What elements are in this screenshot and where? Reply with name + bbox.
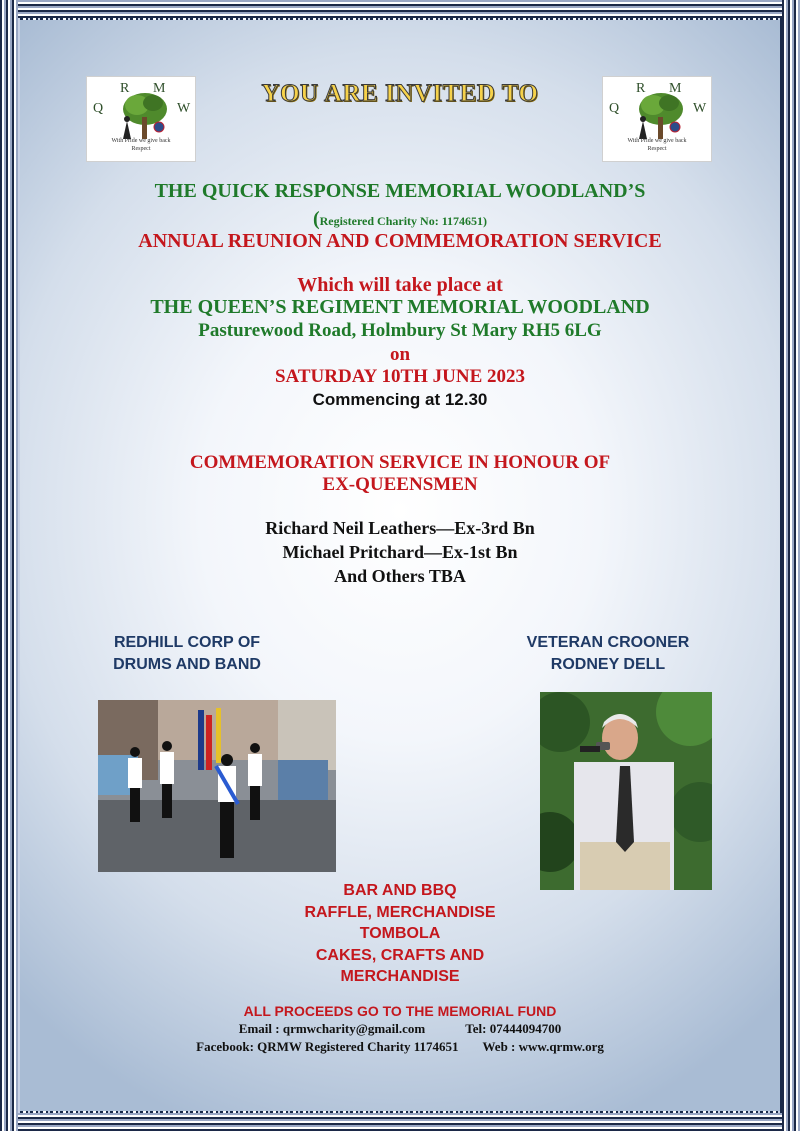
logo-letter-m: M <box>669 81 682 96</box>
act-band-caption: REDHILL CORP OF DRUMS AND BAND <box>113 634 261 673</box>
logo-letter-q: Q <box>93 101 104 116</box>
logo-letter-q: Q <box>609 101 620 116</box>
logo-tagline: With Pride we give back Respect <box>627 138 687 152</box>
logo-tagline: With Pride we give back Respect <box>111 138 171 152</box>
charity-number: (Registered Charity No: 1174651) <box>312 208 488 230</box>
qrmw-logo-left <box>86 76 196 162</box>
venue-name: THE QUEEN’S REGIMENT MEMORIAL WOODLAND <box>150 296 650 318</box>
place-intro: Which will take place at <box>297 274 503 296</box>
border-stripes-right <box>782 0 800 1131</box>
website-text: Web : www.qrmw.org <box>482 1039 604 1054</box>
tree-icon <box>625 91 689 143</box>
act-crooner-caption: VETERAN CROONER RODNEY DELL <box>526 634 690 673</box>
attraction-item: RAFFLE, MERCHANDISE <box>304 903 496 921</box>
honour-heading: COMMEMORATION SERVICE IN HONOUR OF <box>189 452 611 473</box>
honouree-3: And Others TBA <box>334 566 466 586</box>
singer-image <box>540 692 712 890</box>
attraction-item: CAKES, CRAFTS AND <box>315 946 485 964</box>
logo-letter-m: M <box>153 81 166 96</box>
band-photo <box>98 700 336 872</box>
border-stripes-top <box>0 0 800 18</box>
logo-letter-w: W <box>177 101 191 116</box>
attraction-item: TOMBOLA <box>359 925 441 942</box>
contact-line-2 <box>20 1039 780 1055</box>
organiser-name: THE QUICK RESPONSE MEMORIAL WOODLAND’S <box>154 180 646 202</box>
event-title: ANNUAL REUNION AND COMMEMORATION SERVICE <box>138 230 662 252</box>
logo-letter-r: R <box>636 81 646 96</box>
invite-heading: YOU ARE INVITED TO <box>261 80 539 107</box>
event-time: Commencing at 12.30 <box>312 390 488 409</box>
email-text: Email : qrmwcharity@gmail.com <box>238 1021 426 1036</box>
honour-heading-2: EX-QUEENSMEN <box>322 474 478 495</box>
honouree-2: Michael Pritchard—Ex-1st Bn <box>282 542 518 562</box>
on-label: on <box>389 344 411 365</box>
attraction-item: BAR AND BBQ <box>343 882 457 899</box>
honouree-1: Richard Neil Leathers—Ex-3rd Bn <box>265 518 535 538</box>
contact-line-1 <box>20 1021 780 1037</box>
logo-letter-w: W <box>693 101 707 116</box>
event-date: SATURDAY 10TH JUNE 2023 <box>274 366 526 387</box>
crooner-photo <box>540 692 712 890</box>
tree-icon <box>109 91 173 143</box>
phone-text: Tel: 07444094700 <box>465 1021 562 1036</box>
proceeds-notice: ALL PROCEEDS GO TO THE MEMORIAL FUND <box>243 1003 557 1019</box>
border-stripes-bottom <box>0 1113 800 1131</box>
border-stripes-left <box>0 0 18 1131</box>
venue-address: Pasturewood Road, Holmbury St Mary RH5 6LG <box>198 320 602 341</box>
attraction-item: MERCHANDISE <box>340 968 460 985</box>
facebook-text: Facebook: QRMW Registered Charity 1174651 <box>196 1039 459 1054</box>
qrmw-logo-right <box>602 76 712 162</box>
marching-band-image <box>98 700 336 872</box>
logo-letter-r: R <box>120 81 130 96</box>
attractions-list <box>240 880 560 988</box>
